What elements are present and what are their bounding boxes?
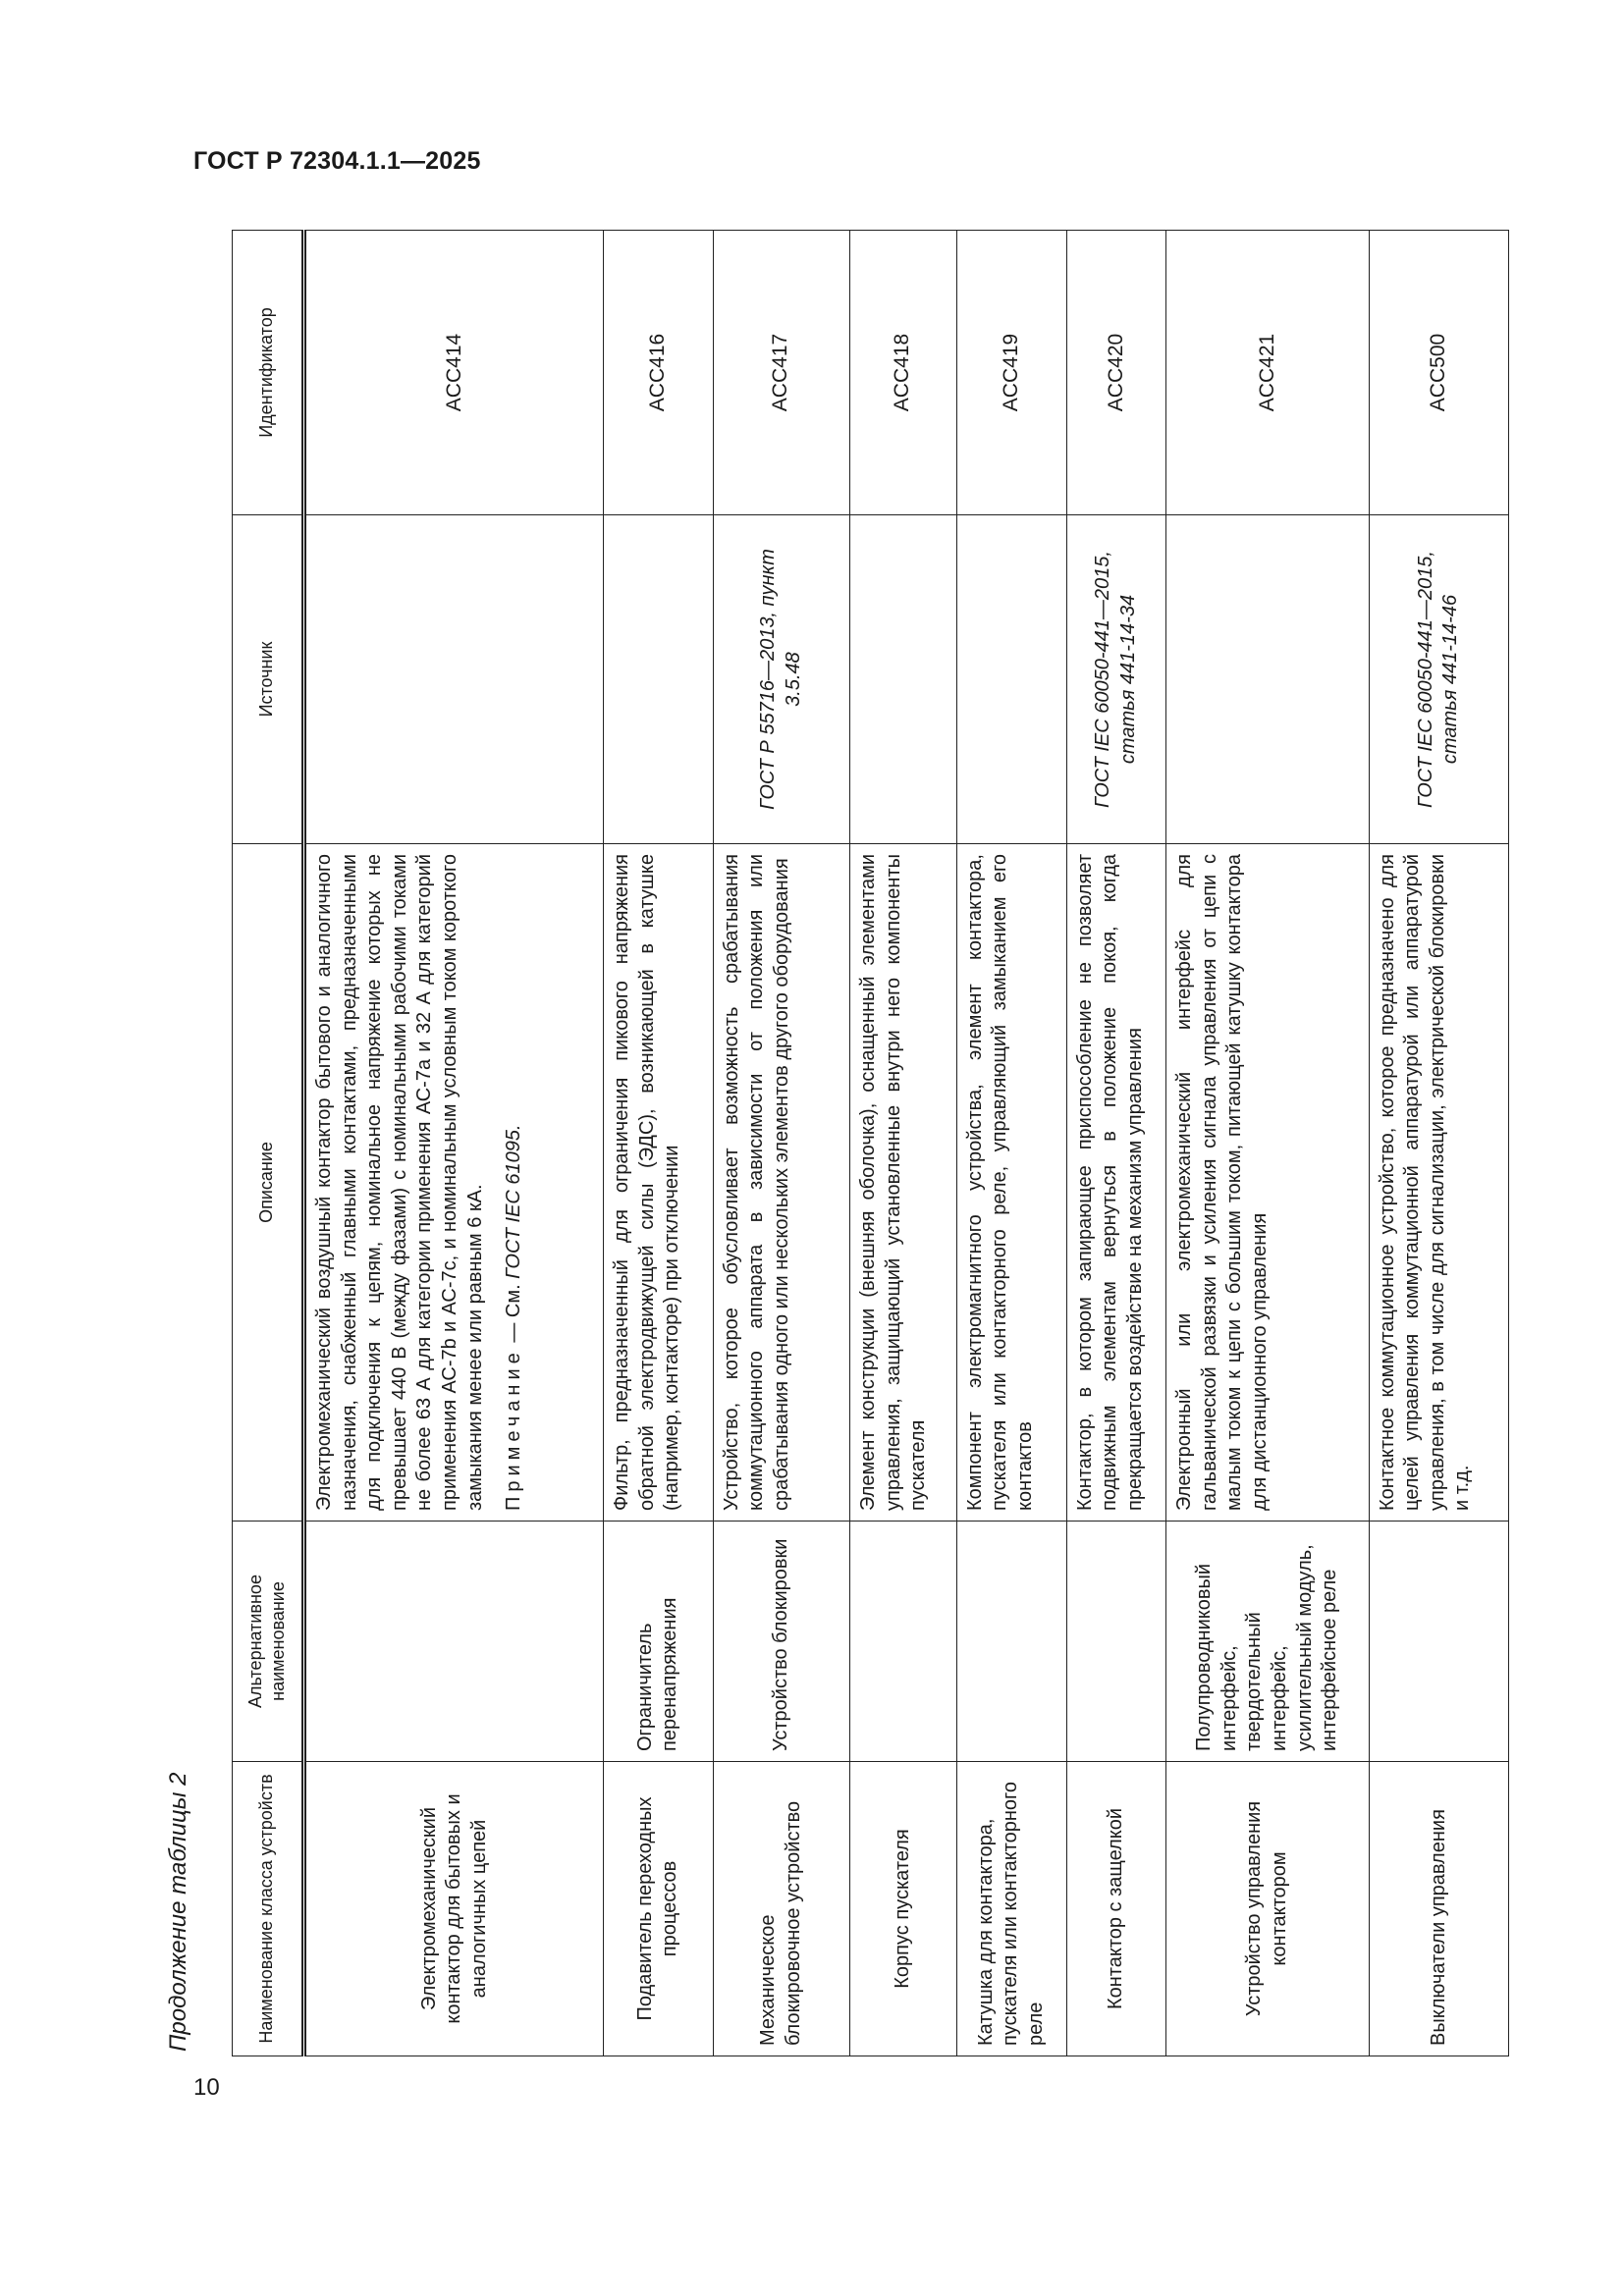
cell-description: Устройство, которое обусловливает возможность срабатывания коммутационного аппарата в зависимости от положения или срабатывания одного или нескольких элементов другого оборудования: [713, 844, 849, 1522]
cell-name: Корпус пускателя: [850, 1762, 957, 2056]
table-row: [850, 231, 957, 2056]
cell-description: [304, 844, 604, 1522]
cell-name: Механическое блокировочное устройство: [713, 1762, 849, 2056]
cell-alt: [956, 1522, 1066, 1762]
table-row: [603, 231, 713, 2056]
cell-alt: [1369, 1522, 1508, 1762]
table-row: [1166, 231, 1369, 2056]
cell-alt: Устройство блокировки: [713, 1522, 849, 1762]
column-header-description: Описание: [233, 844, 304, 1522]
cell-source: [603, 515, 713, 844]
description-note: [502, 854, 527, 1511]
cell-alt: [304, 1522, 604, 1762]
cell-source: [304, 515, 604, 844]
column-header-identifier: Идентификатор: [233, 231, 304, 515]
cell-source: [1166, 515, 1369, 844]
cell-name: Подавитель переходных процессов: [603, 1762, 713, 2056]
description-text: Электромеханический воздушный контактор бытового и аналогичного назначения, снабженный главными контактами, предназначенными для подключения к цепям, номинальное напряжение которых не превышает 440 В (между фазами) с номинальными рабочими токами не более 63 А для категории применения АС-7а и 32 А для категорий применения АС-7b и АС-7с, и номинальным условным током короткого замыкания менее или равным 6 кА.: [313, 854, 486, 1511]
column-header-alt: Альтернативное наименование: [233, 1522, 304, 1762]
cell-description: Электронный или электромеханический интерфейс для гальванической развязки и усиления сигнала управления от цепи с малым током к цепи с большим током, питающей катушку контактора для дистанционного управления: [1166, 844, 1369, 1522]
cell-description: Компонент электромагнитного устройства, элемент контактора, пускателя или контакторного реле, управляющий замыканием его контактов: [956, 844, 1066, 1522]
cell-alt: Полупроводниковый интерфейс, твердотельный интерфейс, усилительный модуль, интерфейсное реле: [1166, 1522, 1369, 1762]
cell-name: Контактор с защелкой: [1066, 1762, 1166, 2056]
table-row: [1066, 231, 1166, 2056]
cell-description: Контактное коммутационное устройство, которое предназначено для целей управления коммутационной аппаратурой или аппаратурой управления, в том числе для сигнализации, электрической блокировки и т.д.: [1369, 844, 1508, 1522]
rotated-table-container: [232, 231, 1509, 2056]
note-text: — См.: [503, 1278, 525, 1349]
cell-identifier: ACC418: [850, 231, 957, 515]
cell-alt: Ограничитель перенапряжения: [603, 1522, 713, 1762]
table-row: [956, 231, 1066, 2056]
cell-name: Устройство управления контактором: [1166, 1762, 1369, 2056]
cell-identifier: ACC500: [1369, 231, 1508, 515]
note-reference: ГОСТ IEC 61095.: [503, 1124, 525, 1279]
cell-name: Катушка для контактора, пускателя или контакторного реле: [956, 1762, 1066, 2056]
document-code-header: ГОСТ Р 72304.1.1—2025: [193, 147, 481, 175]
page-number: 10: [193, 2074, 220, 2101]
device-class-table: [232, 230, 1509, 2056]
table-continuation-caption: Продолжение таблицы 2: [165, 1772, 191, 2052]
cell-identifier: ACC417: [713, 231, 849, 515]
column-header-name: Наименование класса устройств: [233, 1762, 304, 2056]
note-label: Примечание: [503, 1348, 525, 1511]
table-header-row: [233, 231, 304, 2056]
cell-description: Контактор, в котором запирающее приспособление не позволяет подвижным элементам вернуться в положение покоя, когда прекращается воздействие на механизм управления: [1066, 844, 1166, 1522]
cell-identifier: ACC421: [1166, 231, 1369, 515]
cell-name: Электромеханический контактор для бытовых и аналогичных цепей: [304, 1762, 604, 2056]
cell-source: ГОСТ IEC 60050-441—2015, статья 441-14-34: [1066, 515, 1166, 844]
cell-identifier: ACC414: [304, 231, 604, 515]
table-row: [713, 231, 849, 2056]
cell-identifier: ACC420: [1066, 231, 1166, 515]
cell-name: Выключатели управления: [1369, 1762, 1508, 2056]
cell-source: [956, 515, 1066, 844]
column-header-source: Источник: [233, 515, 304, 844]
cell-source: ГОСТ IEC 60050-441—2015, статья 441-14-46: [1369, 515, 1508, 844]
table-row: [304, 231, 604, 2056]
cell-identifier: ACC419: [956, 231, 1066, 515]
cell-description: Фильтр, предназначенный для ограничения пикового напряжения обратной электродвижущей силы (ЭДС), возникающей в катушке (например, контакторе) при отключении: [603, 844, 713, 1522]
cell-alt: [850, 1522, 957, 1762]
cell-source: [850, 515, 957, 844]
table-row: [1369, 231, 1508, 2056]
cell-alt: [1066, 1522, 1166, 1762]
cell-identifier: ACC416: [603, 231, 713, 515]
cell-source: ГОСТ Р 55716—2013, пункт 3.5.48: [713, 515, 849, 844]
cell-description: Элемент конструкции (внешняя оболочка), оснащенный элементами управления, защищающий установленные внутри него компоненты пускателя: [850, 844, 957, 1522]
